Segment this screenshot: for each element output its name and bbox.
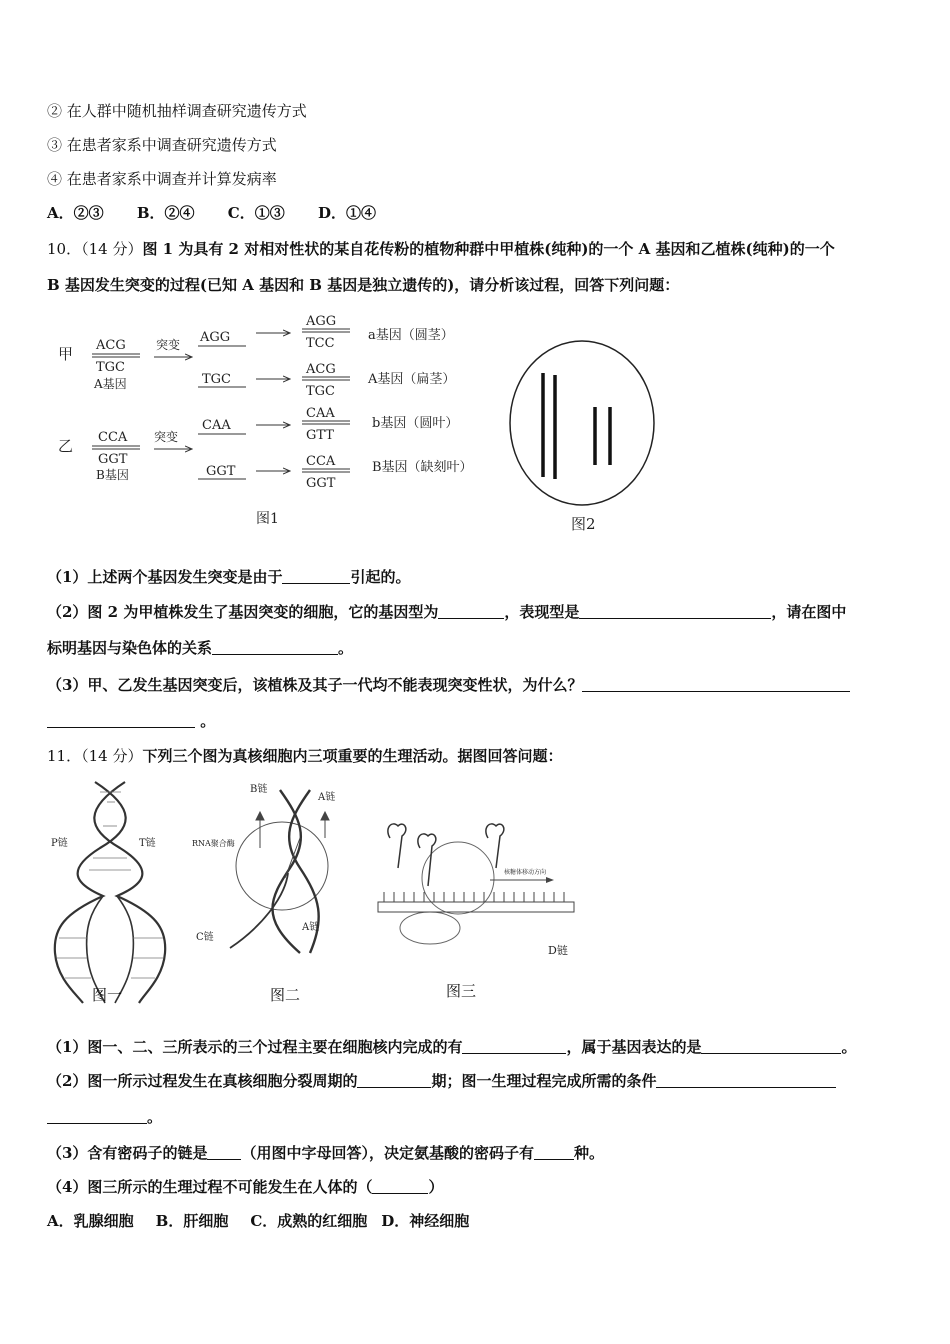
fig-three-caption: 图三 [446,982,477,1000]
fig2-cell [510,341,654,505]
q10-sub2: （2）图 2 为甲植株发生了基因突变的细胞，它的基因型为 ，表现型是 ，请在图中 [47,603,847,621]
fig-two-a-chain-2: A链 [302,922,320,933]
fig-one-t-chain: T链 [139,838,156,849]
fig1-a-top: ACG [96,338,126,353]
fig1-r4-bot: GGT [306,476,336,491]
q11-sub1: （1）图一、二、三所表示的三个过程主要在细胞核内完成的有 ，属于基因表达的是 。 [47,1038,857,1056]
fig1-a-name: A基因 [94,377,127,391]
q11-option-c: C．成熟的红细胞 [250,1212,368,1230]
fig1-caa: CAA [202,418,231,433]
q9-options [47,202,404,224]
fig1-b-top: CCA [98,430,128,445]
fig1-r1-label: a基因（圆茎） [368,328,454,343]
q11-sub4-blank[interactable] [372,1177,428,1194]
q11-sub2-blank-3[interactable] [47,1107,147,1124]
q10-sub2-blank-1[interactable] [438,602,504,619]
q9-option-c: C．①③ [227,204,285,222]
q10-number: 10． [47,240,82,258]
q10-stem-1: 图 1 为具有 2 对相对性状的某自花传粉的植物种群中甲植株(纯种)的一个 A 基因和乙植株(纯种)的一个 [142,240,835,258]
q11-sub3: （3）含有密码子的链是 （用图中字母回答），决定氨基酸的密码子有 种。 [47,1144,604,1162]
q11-sub4: （4）图三所示的生理过程不可能发生在人体的（ ） [47,1178,444,1196]
q10-figure-1 [50,305,500,530]
fig1-r2-label: A基因（扁茎） [368,372,456,387]
fig1-b-bot: GGT [98,452,128,467]
q11-sub1-blank-1[interactable] [462,1037,566,1054]
q11-sub2-cont: 。 [47,1106,162,1128]
fig1-ggt: GGT [206,464,236,479]
q11-stem [47,745,562,767]
fig1-a-bot: TGC [96,360,126,375]
fig1-r2-bot: TGC [306,384,336,399]
q10-sub2-blank-3[interactable] [212,638,338,655]
q11-options [47,1210,469,1232]
q10-sub3: （3）甲、乙发生基因突变后，该植株及其子一代均不能表现突变性状，为什么？ [47,674,850,696]
fig1-r1-top: AGG [306,314,337,329]
fig1-mutation-1: 突变 [156,338,181,352]
fig-three-d-chain: D链 [548,944,568,957]
q11-option-b: B．肝细胞 [155,1212,229,1230]
q10-stem-line-1 [47,238,835,260]
q11-figure-1 [45,778,185,1008]
q9-item-4: ④ 在患者家系中调查并计算发病率 [47,170,277,188]
q10-score: （14 分） [81,240,143,258]
q11-number: 11． [47,747,82,765]
fig-two-rna-polymerase: RNA聚合酶 [192,839,235,848]
fig1-r3-label: b基因（圆叶） [372,416,459,431]
q11-score: （14 分） [81,747,143,765]
q10-sub3-blank-1[interactable] [582,675,850,692]
q9-option-a: A．②③ [47,204,104,222]
q11-option-d: D．神经细胞 [381,1212,470,1230]
fig1-r1-bot: TCC [306,336,335,351]
q9-item-2: ② 在人群中随机抽样调查研究遗传方式 [47,102,307,120]
fig1-r2-top: ACG [306,362,336,377]
fig1-r4-top: CCA [306,454,336,469]
q11-sub3-blank-1[interactable] [207,1143,241,1160]
fig-three-direction: 核糖体移动方向 [504,869,547,876]
q10-sub3-blank-2[interactable] [47,711,195,728]
q10-sub2-cont: 标明基因与染色体的关系 。 [47,639,354,657]
fig1-mutation-2: 突变 [154,430,179,444]
q11-sub2-blank-2[interactable] [656,1071,836,1088]
fig-two-c-chain: C链 [196,932,214,943]
fig1-r4-label: B基因（缺刻叶） [372,460,473,475]
fig1-jia: 甲 [58,345,74,363]
fig-two-a-chain: A链 [318,792,336,803]
q11-figure-2 [190,778,360,978]
fig1-yi: 乙 [58,437,74,455]
fig2-caption: 图2 [571,515,596,533]
q10-figure-2 [505,335,665,535]
fig1-agg: AGG [200,330,231,345]
fig-one-caption: 图一 [92,986,123,1004]
q9-item-3: ③ 在患者家系中调查研究遗传方式 [47,136,277,154]
q11-sub2-blank-1[interactable] [357,1071,431,1088]
q10-sub3-cont: 。 [47,710,215,732]
q10-sub1: （1）上述两个基因发生突变是由于 引起的。 [47,568,411,586]
fig1-tgc: TGC [202,372,232,387]
q11-stem-text: 下列三个图为真核细胞内三项重要的生理活动。据图回答问题： [142,747,563,765]
q11-sub3-blank-2[interactable] [534,1143,574,1160]
q11-sub2: （2）图一所示过程发生在真核细胞分裂周期的 期；图一生理过程完成所需的条件 [47,1070,836,1092]
fig1-caption: 图1 [256,511,279,527]
q10-sub1-blank[interactable] [282,567,350,584]
fig-two-caption: 图二 [270,986,301,1004]
q9-option-b: B．②④ [136,204,195,222]
q9-option-d: D．①④ [317,204,376,222]
q11-option-a: A．乳腺细胞 [47,1212,134,1230]
fig1-r3-bot: GTT [306,428,334,443]
q10-stem-line-2: B 基因发生突变的过程(已知 A 基因和 B 基因是独立遗传的)，请分析该过程，回答下列问题： [47,276,680,294]
fig-one-p-chain: P链 [51,838,68,849]
fig-two-b-chain: B链 [250,784,268,795]
fig1-r3-top: CAA [306,406,335,421]
q11-sub1-blank-2[interactable] [701,1037,841,1054]
fig1-b-name: B基因 [96,468,129,482]
q10-sub2-blank-2[interactable] [579,602,771,619]
q11-figure-3 [370,808,600,968]
